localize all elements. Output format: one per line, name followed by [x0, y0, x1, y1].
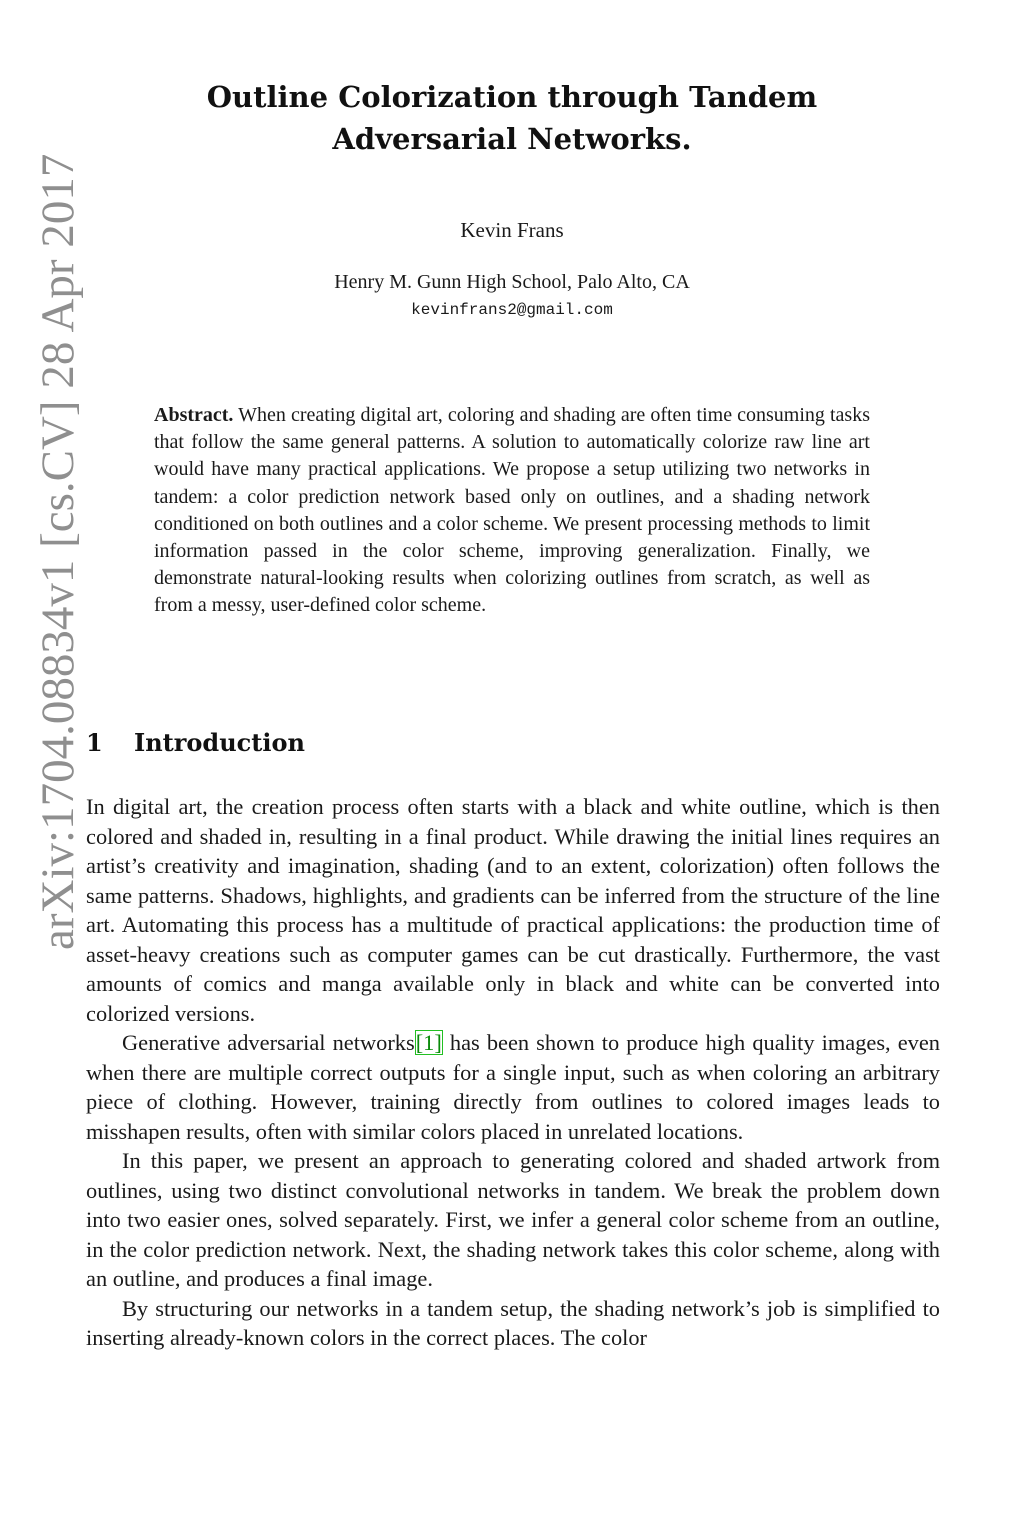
abstract-text: When creating digital art, coloring and shading are often time consuming tasks that follow the same general patterns. A solution to automatically colorize raw line art would have many practical applications. We propose a setup utilizing two networks in tandem: a color prediction network based only on outlines, and a shading network conditioned on both outlines and a color scheme. We present processing methods to limit information passed in the color scheme, improving generalization. Finally, we demonstrate natural-looking results when colorizing outlines from scratch, as well as from a messy, user-defined color scheme.	[154, 404, 871, 617]
abstract-label: Abstract.	[154, 404, 234, 426]
paragraph-2-lead: Generative adversarial networks	[122, 1030, 415, 1055]
author-affiliation: Henry M. Gunn High School, Palo Alto, CA	[334, 271, 690, 293]
citation-link-1[interactable]: [1]	[415, 1030, 442, 1055]
introduction-body	[86, 792, 940, 1353]
author-email: kevinfrans2@gmail.com	[411, 301, 613, 319]
paragraph-4: By structuring our networks in a tandem setup, the shading network’s job is simplified to inserting already-known colors in the correct places. The color	[86, 1295, 940, 1350]
section-heading-introduction	[86, 726, 305, 760]
paragraph-1: In digital art, the creation process often starts with a black and white outline, which is then colored and shaded in, resulting in a final product. While drawing the initial lines requires an artist’s creativity and imagination, shading (and to an extent, colorization) often follows the same patterns. Shadows, highlights, and gradients can be inferred from the structure of the line art. Automating this process has a multitude of practical applications: the production time of asset-heavy creations such as computer games can be cut drastically. Furthermore, the vast amounts of comics and manga available only in black and white can be converted into colorized versions.	[86, 794, 940, 1026]
paper-title: Outline Colorization through Tandem Adversarial Networks.	[206, 80, 818, 156]
section-title: Introduction	[134, 728, 305, 757]
paragraph-2-rest: has been shown to produce high quality images, even when there are multiple correct outputs for a single input, such as when coloring an arbitrary piece of clothing. However, training directly from outlines to colored images leads to misshapen results, often with similar colors placed in unrelated locations.	[86, 1030, 940, 1144]
author-name: Kevin Frans	[460, 218, 564, 242]
section-number: 1	[86, 728, 103, 757]
arxiv-identifier-stamp: arXiv:1704.08834v1 [cs.CV] 28 Apr 2017	[32, 153, 84, 950]
paragraph-2	[86, 1028, 940, 1146]
abstract-block	[154, 402, 870, 620]
paragraph-3: In this paper, we present an approach to generating colored and shaded artwork from outlines, using two distinct convolutional networks in tandem. We break the problem down into two easier ones, solved separately. First, we infer a general color scheme from an outline, in the color prediction network. Next, the shading network takes this color scheme, along with an outline, and produces a final image.	[86, 1148, 940, 1291]
